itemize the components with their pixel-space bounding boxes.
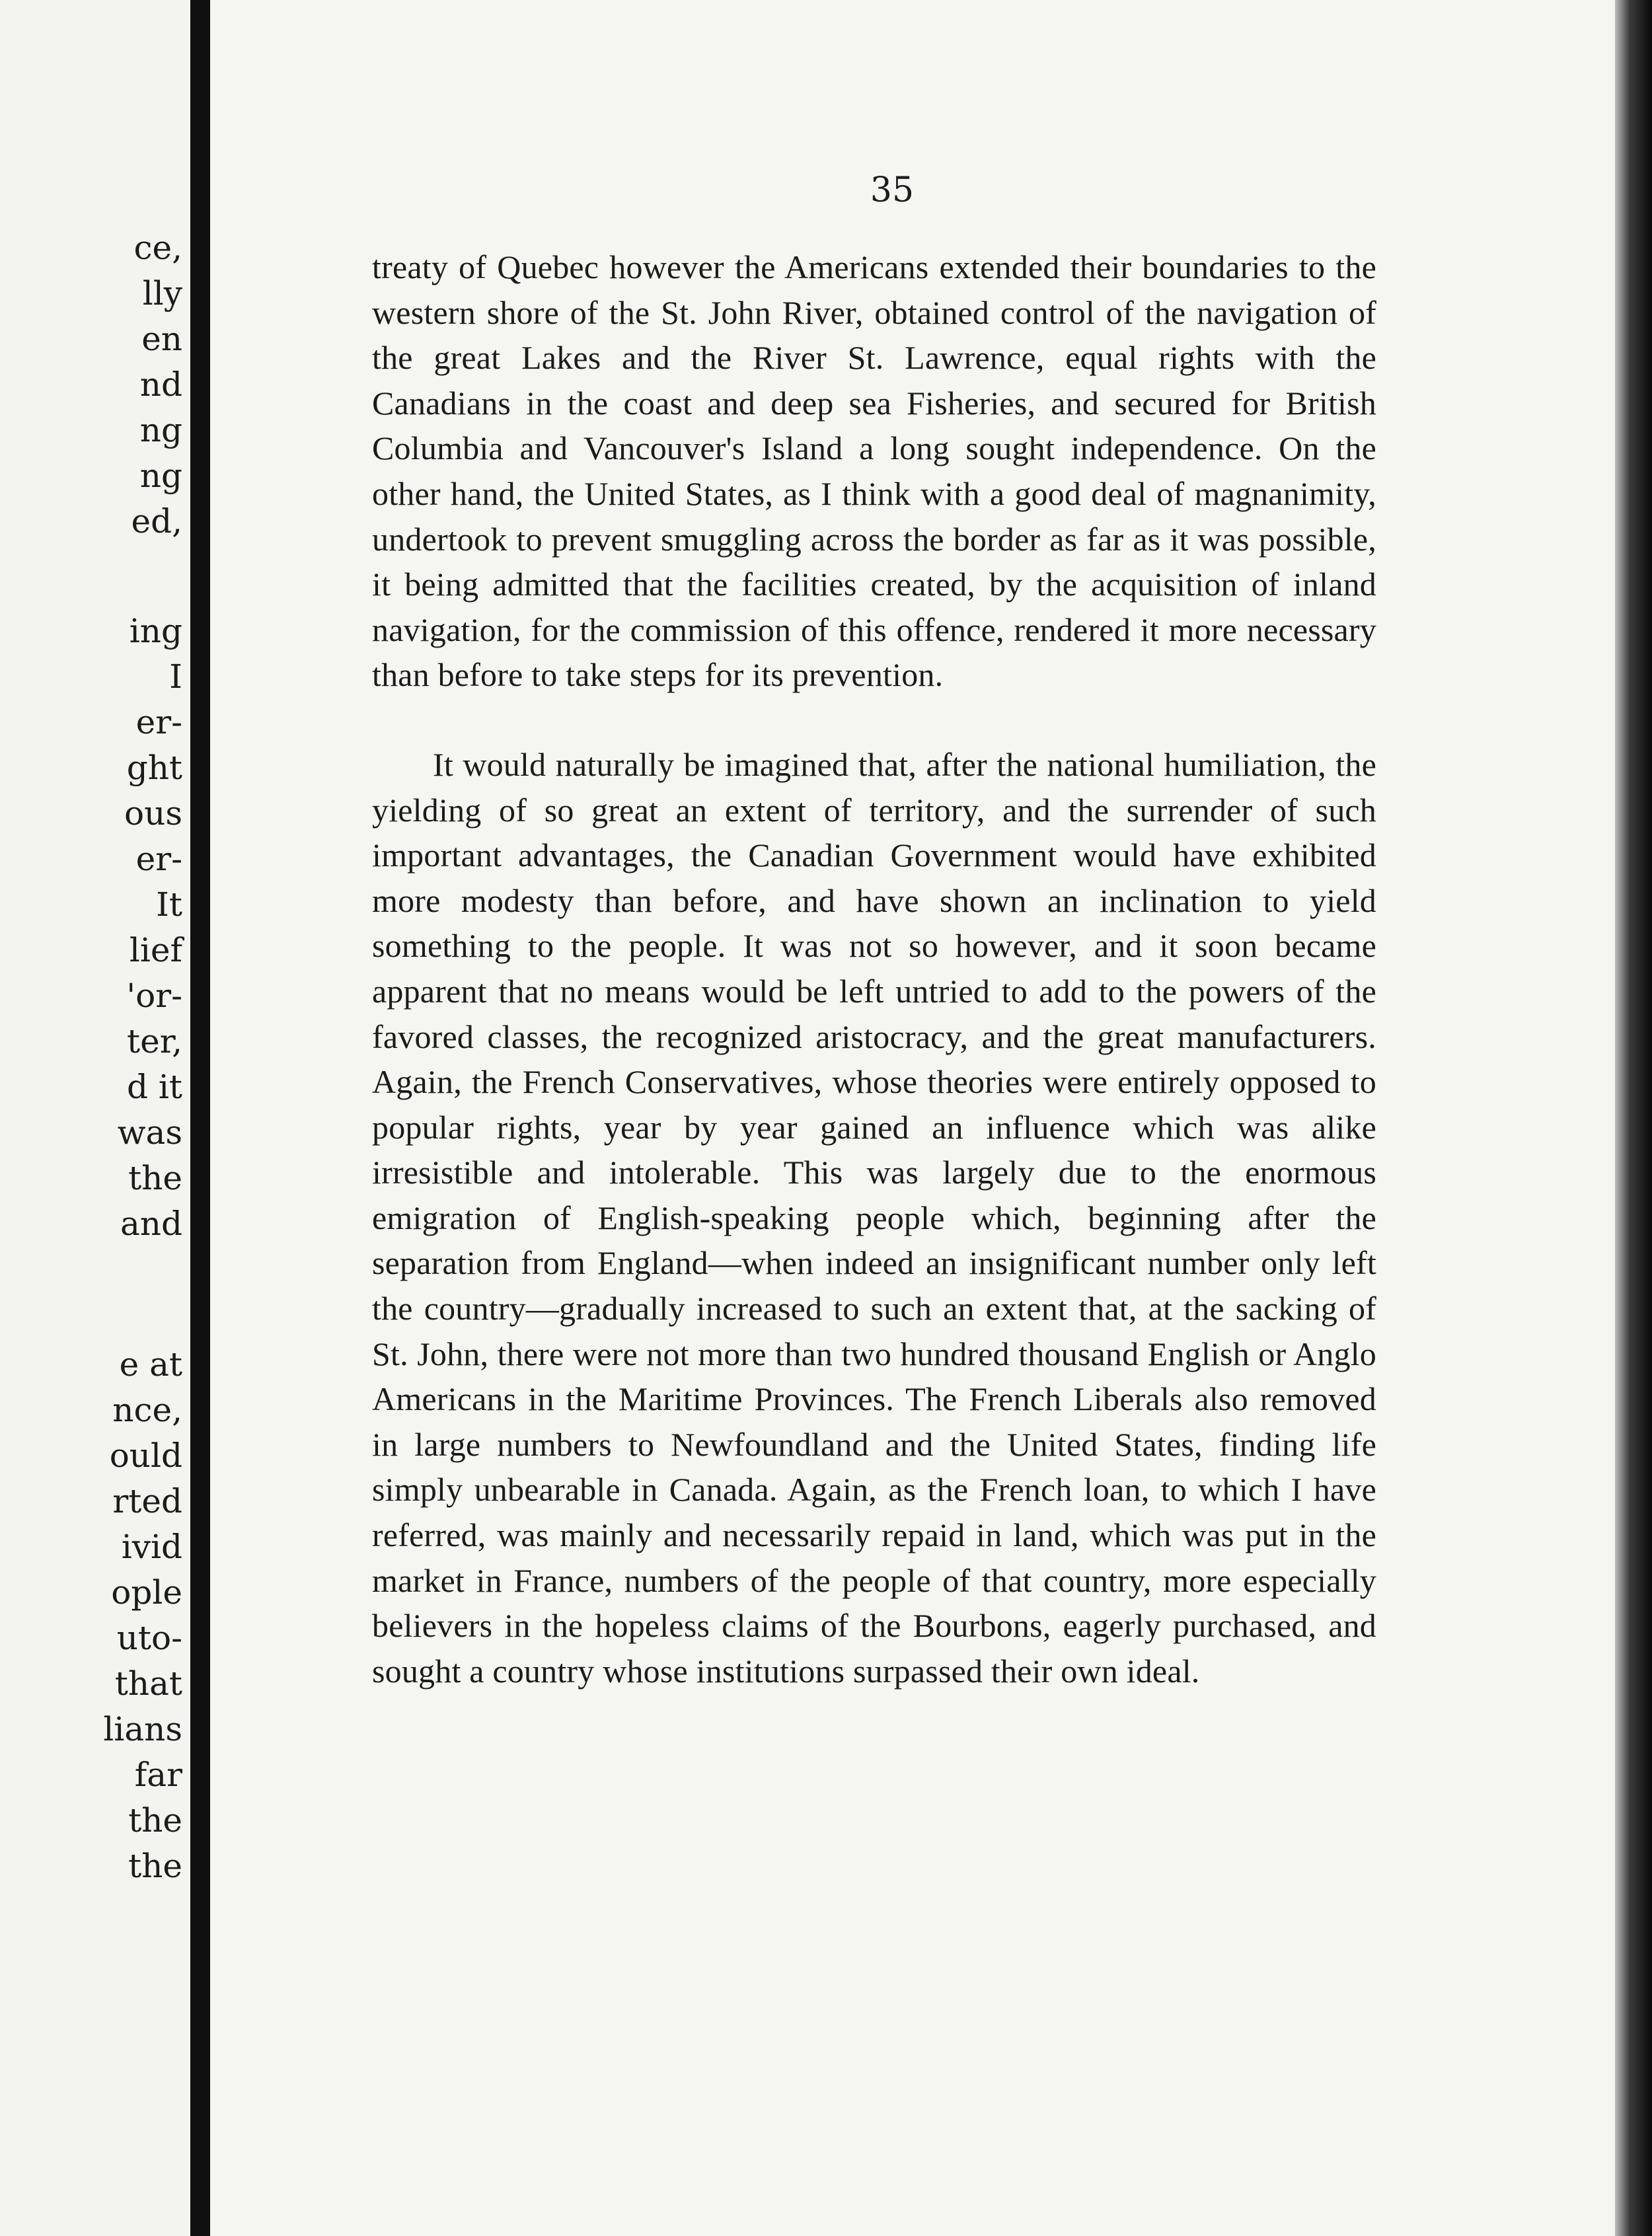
- left-page-fragment: was: [117, 1113, 182, 1152]
- left-page-fragment: ce,: [133, 229, 182, 267]
- left-page-fragment: ould: [109, 1436, 182, 1475]
- left-page-fragment: ople: [111, 1573, 182, 1612]
- paragraph-2: It would naturally be imagined that, after the national humiliation, the yielding of so great an extent of territory, and the surrender of such important advantages, the Canadian Government would have exhibited more modesty than before, and have shown an inclination to yield something to the people. It was not so however, and it soon became apparent that no means would be left untried to add to the powers of the favored classes, the recognized aristocracy, and the great manufacturers. Again, the French Conservatives, whose theories were entirely opposed to popular rights, year by year gained an influence which was alike irresistible and intolerable. This was largely due to the enormous emigration of English-speaking people which, beginning after the separation from England—when indeed an insignificant number only left the country—gradually increased to such an extent that, at the sacking of St. John, there were not more than two hundred thousand English or Anglo Americans in the Maritime Provinces. The French Liberals also removed in large numbers to Newfoundland and the United States, finding life simply unbearable in Canada. Again, as the French loan, to which I have referred, was mainly and necessarily repaid in land, which was put in the market in France, numbers of the people of that country, more especially believers in the hopeless claims of the Bourbons, eagerly purchased, and sought a country whose institutions surpassed their own ideal.: [372, 745, 1376, 1690]
- book-gutter: [190, 0, 210, 2236]
- left-page-fragment: and: [120, 1205, 182, 1243]
- left-page-fragment: e at: [119, 1345, 182, 1384]
- left-page-fragment: the: [128, 1847, 182, 1885]
- left-page-fragment: 'or-: [126, 977, 182, 1015]
- left-page-fragment: I: [169, 657, 182, 696]
- left-page-fragment: lians: [103, 1710, 182, 1748]
- left-page-fragment: ing: [129, 612, 182, 650]
- left-page-fragment: ter,: [127, 1022, 182, 1061]
- left-page-fragment: en: [141, 320, 182, 358]
- left-page-fragment: er-: [135, 840, 182, 878]
- left-page-fragment: ght: [126, 749, 182, 787]
- left-page-fragment: the: [128, 1801, 182, 1840]
- page-edge-shadow: [1615, 0, 1652, 2236]
- left-page-fragment: ng: [139, 457, 182, 495]
- left-page-fragment: that: [114, 1664, 182, 1703]
- left-page-fragment: lief: [129, 931, 182, 969]
- left-page-fragment: nce,: [112, 1391, 182, 1429]
- left-page-fragment: er-: [135, 703, 182, 741]
- left-page-fragment: ed,: [131, 502, 182, 540]
- paragraph-1: treaty of Quebec however the Americans extended their boundaries to the western shore of the St. John River, obtained control of the navigation of the great Lakes and the River St. Lawrence, equal rights with the Canadians in the coast and deep sea Fisheries, and secured for British Columbia and Vancouver's Island a long sought independence. On the other hand, the United States, as I think with a good deal of magnanimity, undertook to prevent smuggling across the border as far as it was possible, it being admitted that the facilities created, by the acquisition of inland navigation, for the commission of this offence, rendered it more necessary than before to take steps for its prevention.: [372, 248, 1376, 694]
- left-page-fragment: the: [128, 1159, 182, 1197]
- page-body-text: [372, 244, 1376, 1694]
- left-page-fragment: far: [134, 1756, 182, 1794]
- left-page-fragment: ivid: [121, 1528, 182, 1566]
- left-page-fragment: uto-: [116, 1619, 182, 1657]
- left-page-fragment: It: [156, 885, 182, 924]
- left-page-fragment: nd: [139, 365, 182, 404]
- left-page-fragment: ous: [124, 794, 182, 833]
- left-page-fragment: ng: [139, 411, 182, 449]
- left-facing-page: [0, 0, 190, 2236]
- left-page-fragment: lly: [142, 274, 182, 313]
- page-number: 35: [870, 170, 915, 210]
- left-page-fragment: d it: [127, 1068, 182, 1106]
- left-page-fragment: rted: [112, 1482, 182, 1520]
